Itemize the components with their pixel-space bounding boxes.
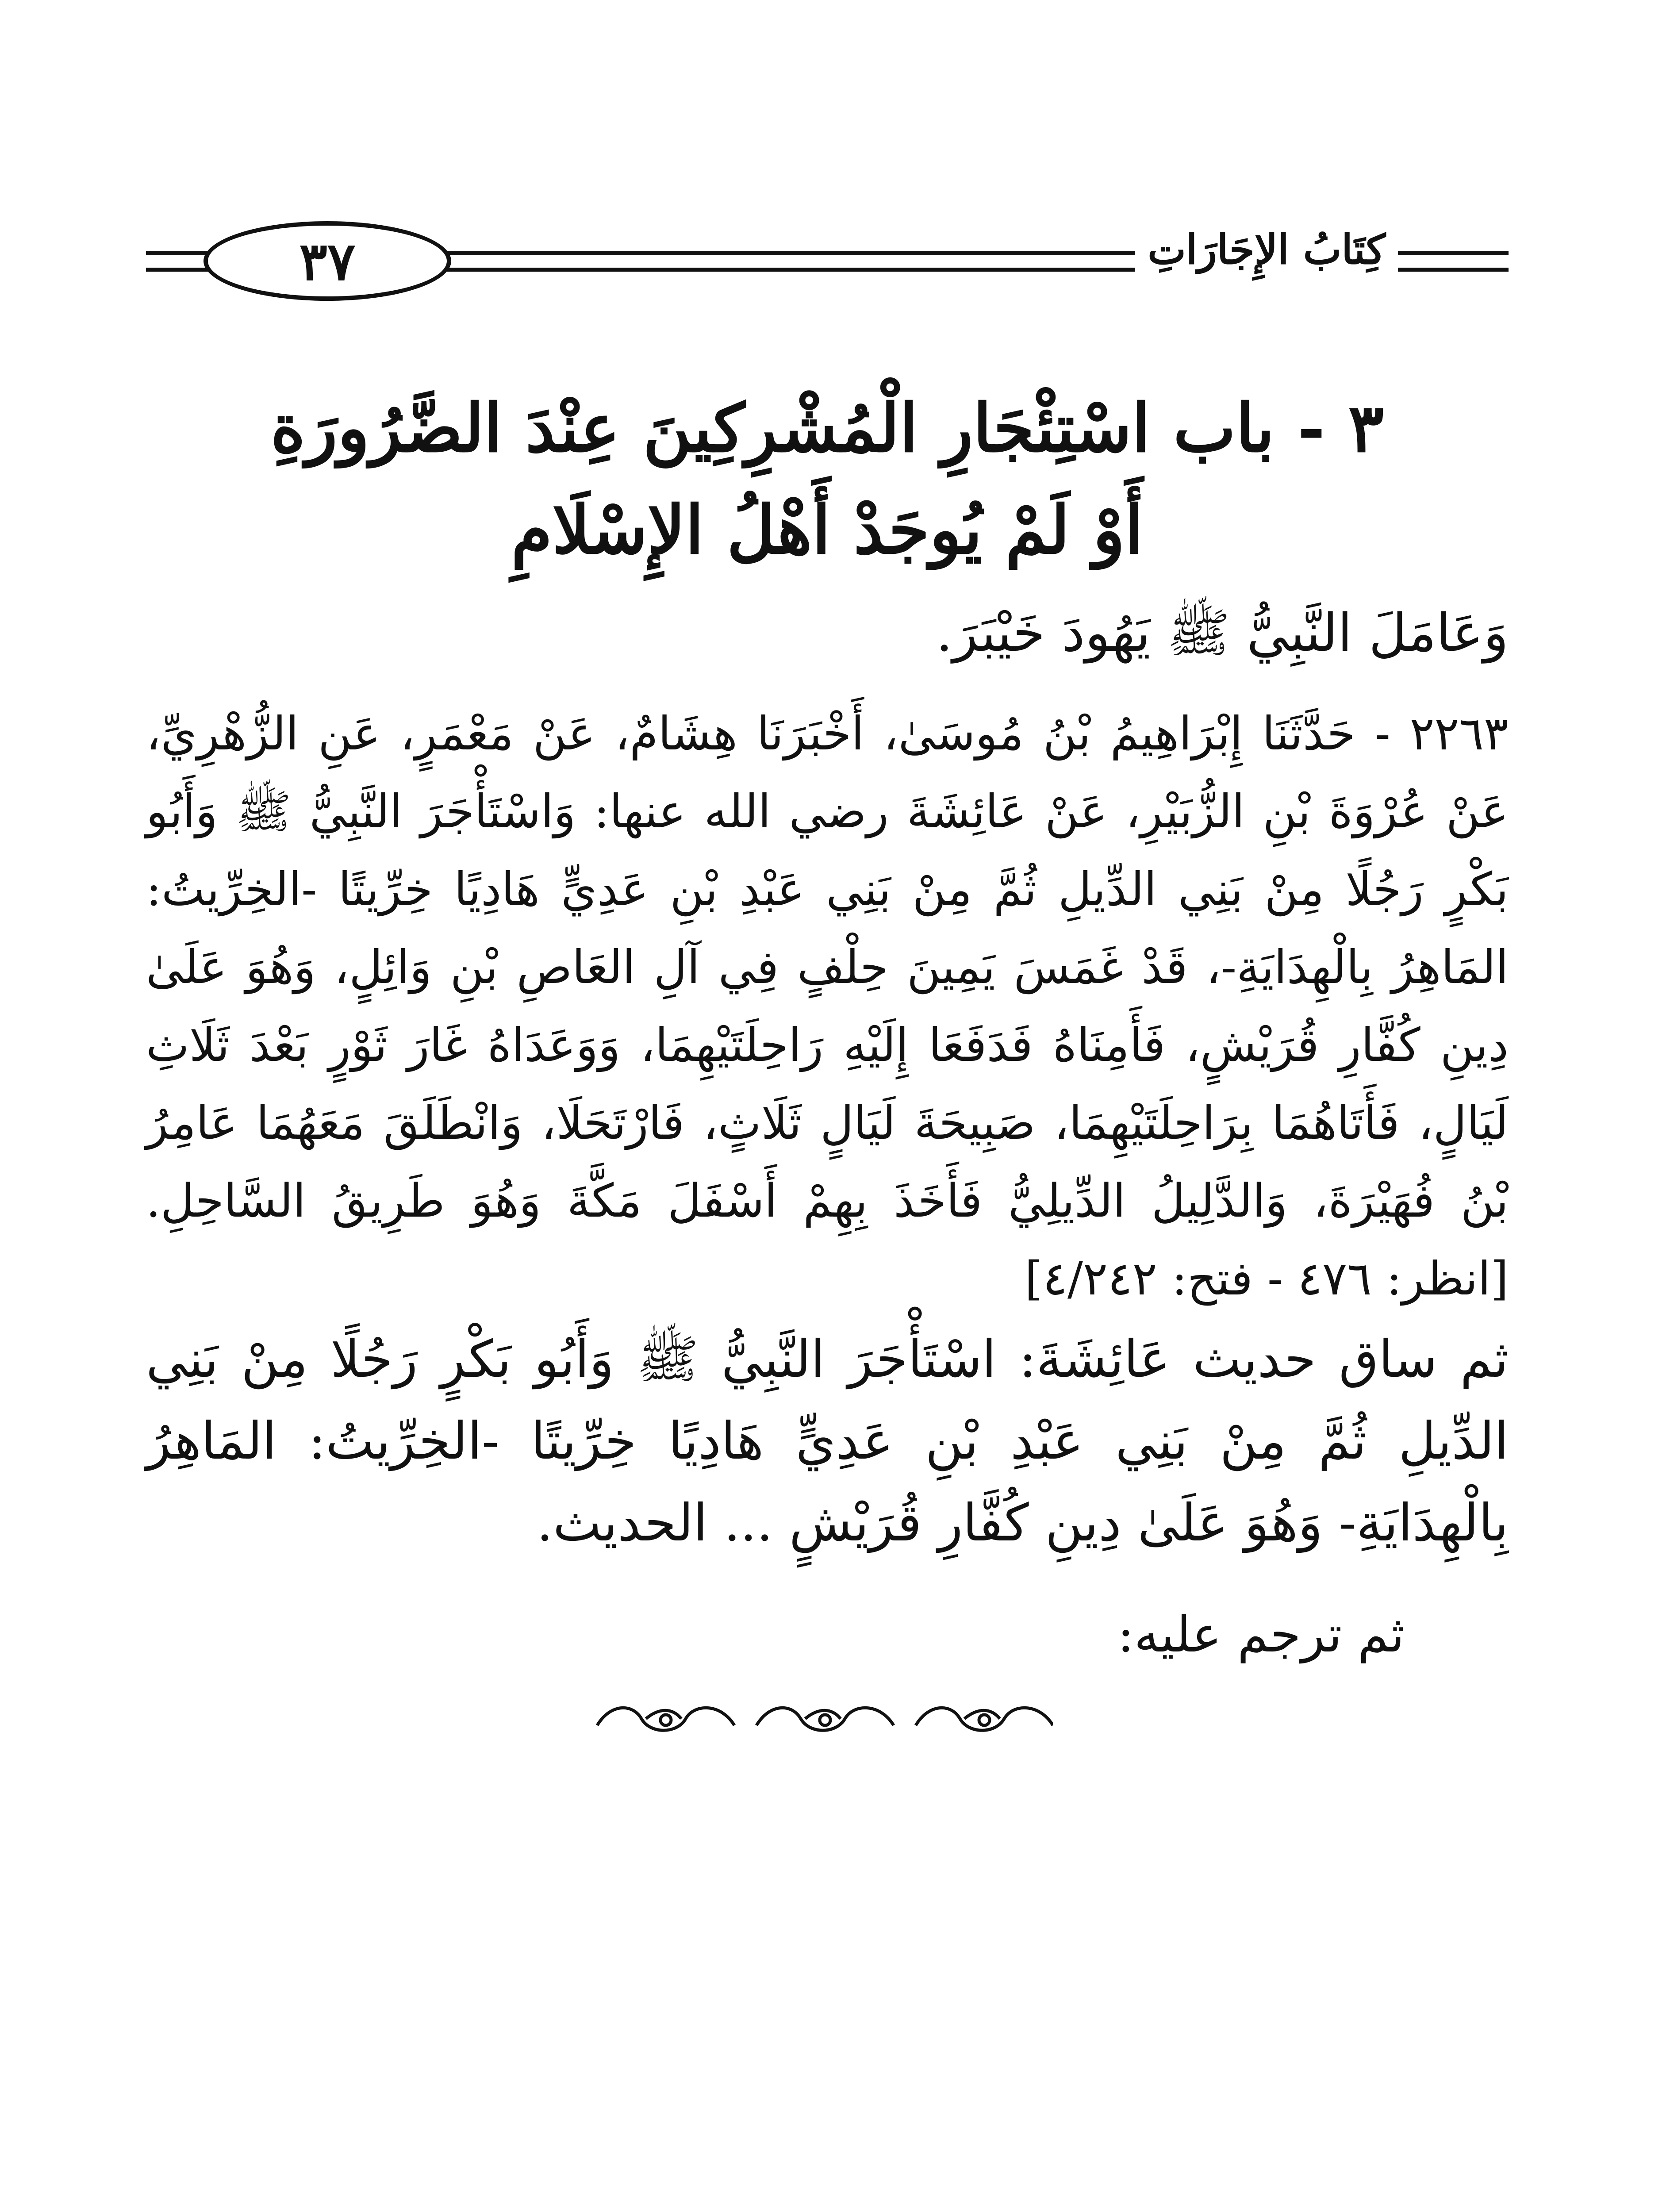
closing-text: ثم ترجم عليه: <box>1117 1606 1405 1663</box>
page-number: ٣٧ <box>299 230 356 292</box>
running-title: كِتَابُ الإِجَارَاتِ <box>1135 226 1398 273</box>
hadith-text: ٢٢٦٣ - حَدَّثَنَا إِبْرَاهِيمُ بْنُ مُوسَىٰ، أَخْبَرَنَا هِشَامٌ، عَنْ مَعْمَرٍ، عَنِ الزُّهْرِيِّ، عَنْ عُرْوَةَ بْنِ الزُّبَيْرِ، عَنْ عَائِشَةَ رضي الله عنها: وَاسْتَأْجَرَ النَّبِيُّ ﷺ وَأَبُو بَكْرٍ رَجُلًا مِنْ بَنِي الدِّيلِ ثُمَّ مِنْ بَنِي عَبْدِ بْنِ عَدِيٍّ هَادِيًا خِرِّيتًا -الخِرِّيتُ: المَاهِرُ بِالْهِدَايَةِ-، قَدْ غَمَسَ يَمِينَ حِلْفٍ فِي آلِ العَاصِ بْنِ وَائِلٍ، وَهُوَ عَلَىٰ دِينِ كُفَّارِ قُرَيْشٍ، فَأَمِنَاهُ فَدَفَعَا إِلَيْهِ رَاحِلَتَيْهِمَا، وَوَعَدَاهُ غَارَ ثَوْرٍ بَعْدَ ثَلَاثِ لَيَالٍ، فَأَتَاهُمَا بِرَاحِلَتَيْهِمَا، صَبِيحَةَ لَيَالٍ ثَلَاثٍ، فَارْتَحَلَا، وَانْطَلَقَ مَعَهُمَا عَامِرُ بْنُ فُهَيْرَةَ، وَالدَّلِيلُ الدِّيلِيُّ فَأَخَذَ بِهِمْ أَسْفَلَ مَكَّةَ وَهُوَ طَرِيقُ السَّاحِلِ. [انظر: ٤٧٦ - فتح: ٤/٢٤٢] <box>146 707 1509 1306</box>
page-number-badge <box>203 221 451 301</box>
chapter-title-line-2: أَوْ لَمْ يُوجَدْ أَهْلُ الإِسْلَامِ <box>511 491 1144 569</box>
floral-divider-icon <box>593 1694 1053 1743</box>
commentary-text: ثم ساق حديث عَائِشَةَ: اسْتَأْجَرَ النَّبِيُّ ﷺ وَأَبُو بَكْرٍ رَجُلًا مِنْ بَنِي الدِّيلِ ثُمَّ مِنْ بَنِي عَبْدِ بْنِ عَدِيٍّ هَادِيًا خِرِّيتًا -الخِرِّيتُ: المَاهِرُ بِالْهِدَايَةِ- وَهُوَ عَلَىٰ دِينِ كُفَّارِ قُرَيْشٍ ... الحديث. <box>146 1329 1509 1553</box>
intro-text: وَعَامَلَ النَّبِيُّ ﷺ يَهُودَ خَيْبَرَ. <box>936 602 1509 663</box>
page-header <box>146 208 1509 314</box>
chapter-title-line-1: ٣ - باب اسْتِئْجَارِ الْمُشْرِكِينَ عِنْدَ الضَّرُورَةِ <box>270 389 1384 467</box>
